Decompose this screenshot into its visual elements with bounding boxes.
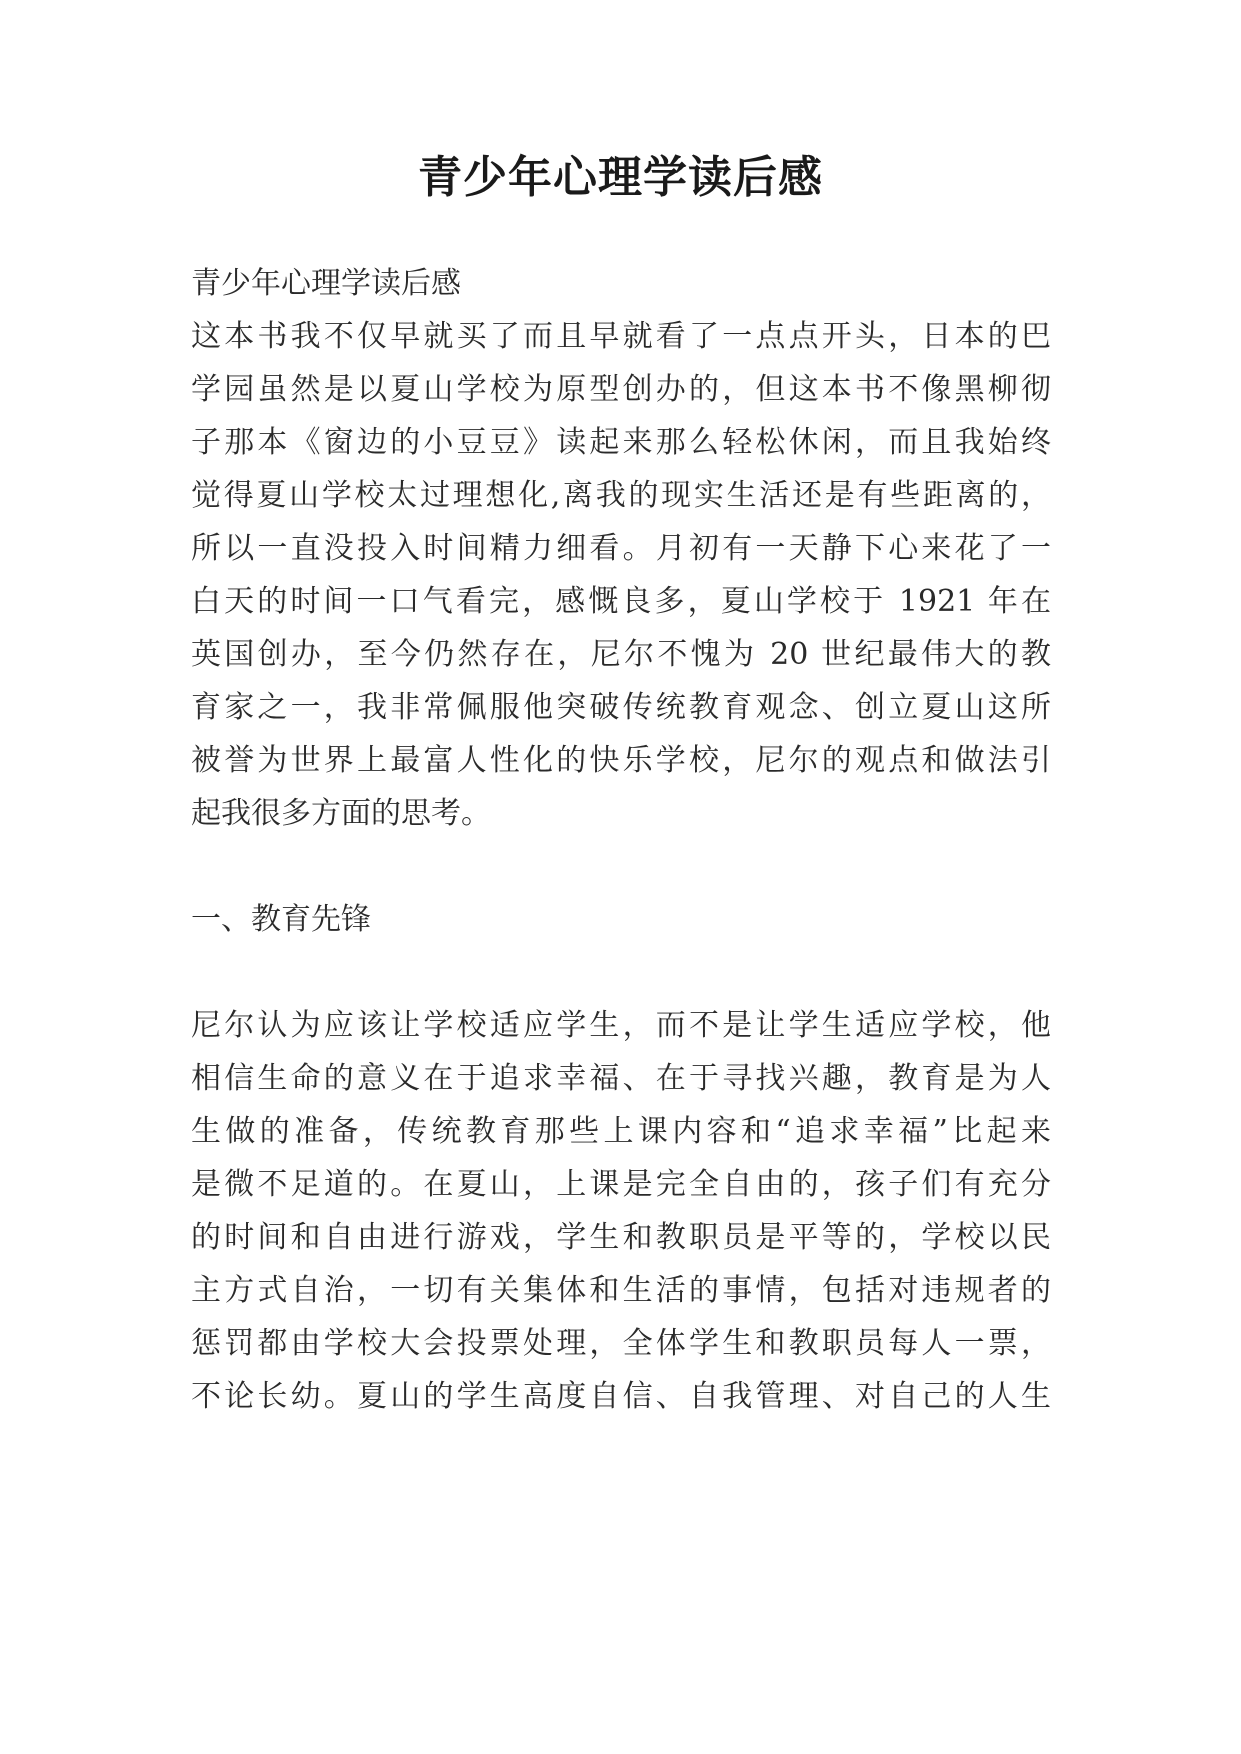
paragraph-1-line: 育家之一，我非常佩服他突破传统教育观念、创立夏山这所	[191, 690, 1051, 725]
document-title: 青少年心理学读后感	[418, 152, 823, 203]
paragraph-1-line: 起我很多方面的思考。	[191, 796, 491, 831]
paragraph-2-line: 惩罚都由学校大会投票处理，全体学生和教职员每人一票，	[191, 1326, 1051, 1361]
paragraph-2-line: 的时间和自由进行游戏，学生和教职员是平等的，学校以民	[191, 1220, 1051, 1255]
paragraph-2-line: 主方式自治，一切有关集体和生活的事情，包括对违规者的	[191, 1273, 1051, 1308]
paragraph-2-line: 相信生命的意义在于追求幸福、在于寻找兴趣，教育是为人	[191, 1061, 1051, 1096]
paragraph-2-line: 不论长幼。夏山的学生高度自信、自我管理、对自己的人生	[191, 1379, 1051, 1414]
section-heading: 一、教育先锋	[191, 902, 371, 937]
paragraph-2-line: 生做的准备，传统教育那些上课内容和“追求幸福”比起来	[191, 1114, 1051, 1149]
paragraph-1-line: 觉得夏山学校太过理想化,离我的现实生活还是有些距离的，	[191, 478, 1051, 513]
paragraph-1-line: 被誉为世界上最富人性化的快乐学校，尼尔的观点和做法引	[191, 743, 1051, 778]
paragraph-1-line: 这本书我不仅早就买了而且早就看了一点点开头，日本的巴	[191, 319, 1051, 354]
paragraph-1-line: 学园虽然是以夏山学校为原型创办的，但这本书不像黑柳彻	[191, 372, 1051, 407]
paragraph-1-line: 英国创办，至今仍然存在，尼尔不愧为 20 世纪最伟大的教	[191, 637, 1051, 672]
document-subtitle: 青少年心理学读后感	[191, 266, 461, 301]
paragraph-1-line: 子那本《窗边的小豆豆》读起来那么轻松休闲，而且我始终	[191, 425, 1051, 460]
paragraph-1-line: 所以一直没投入时间精力细看。月初有一天静下心来花了一	[191, 531, 1051, 566]
paragraph-2-line: 尼尔认为应该让学校适应学生，而不是让学生适应学校，他	[191, 1008, 1051, 1043]
paragraph-2-line: 是微不足道的。在夏山，上课是完全自由的，孩子们有充分	[191, 1167, 1051, 1202]
paragraph-1-line: 白天的时间一口气看完，感慨良多，夏山学校于 1921 年在	[191, 584, 1051, 619]
